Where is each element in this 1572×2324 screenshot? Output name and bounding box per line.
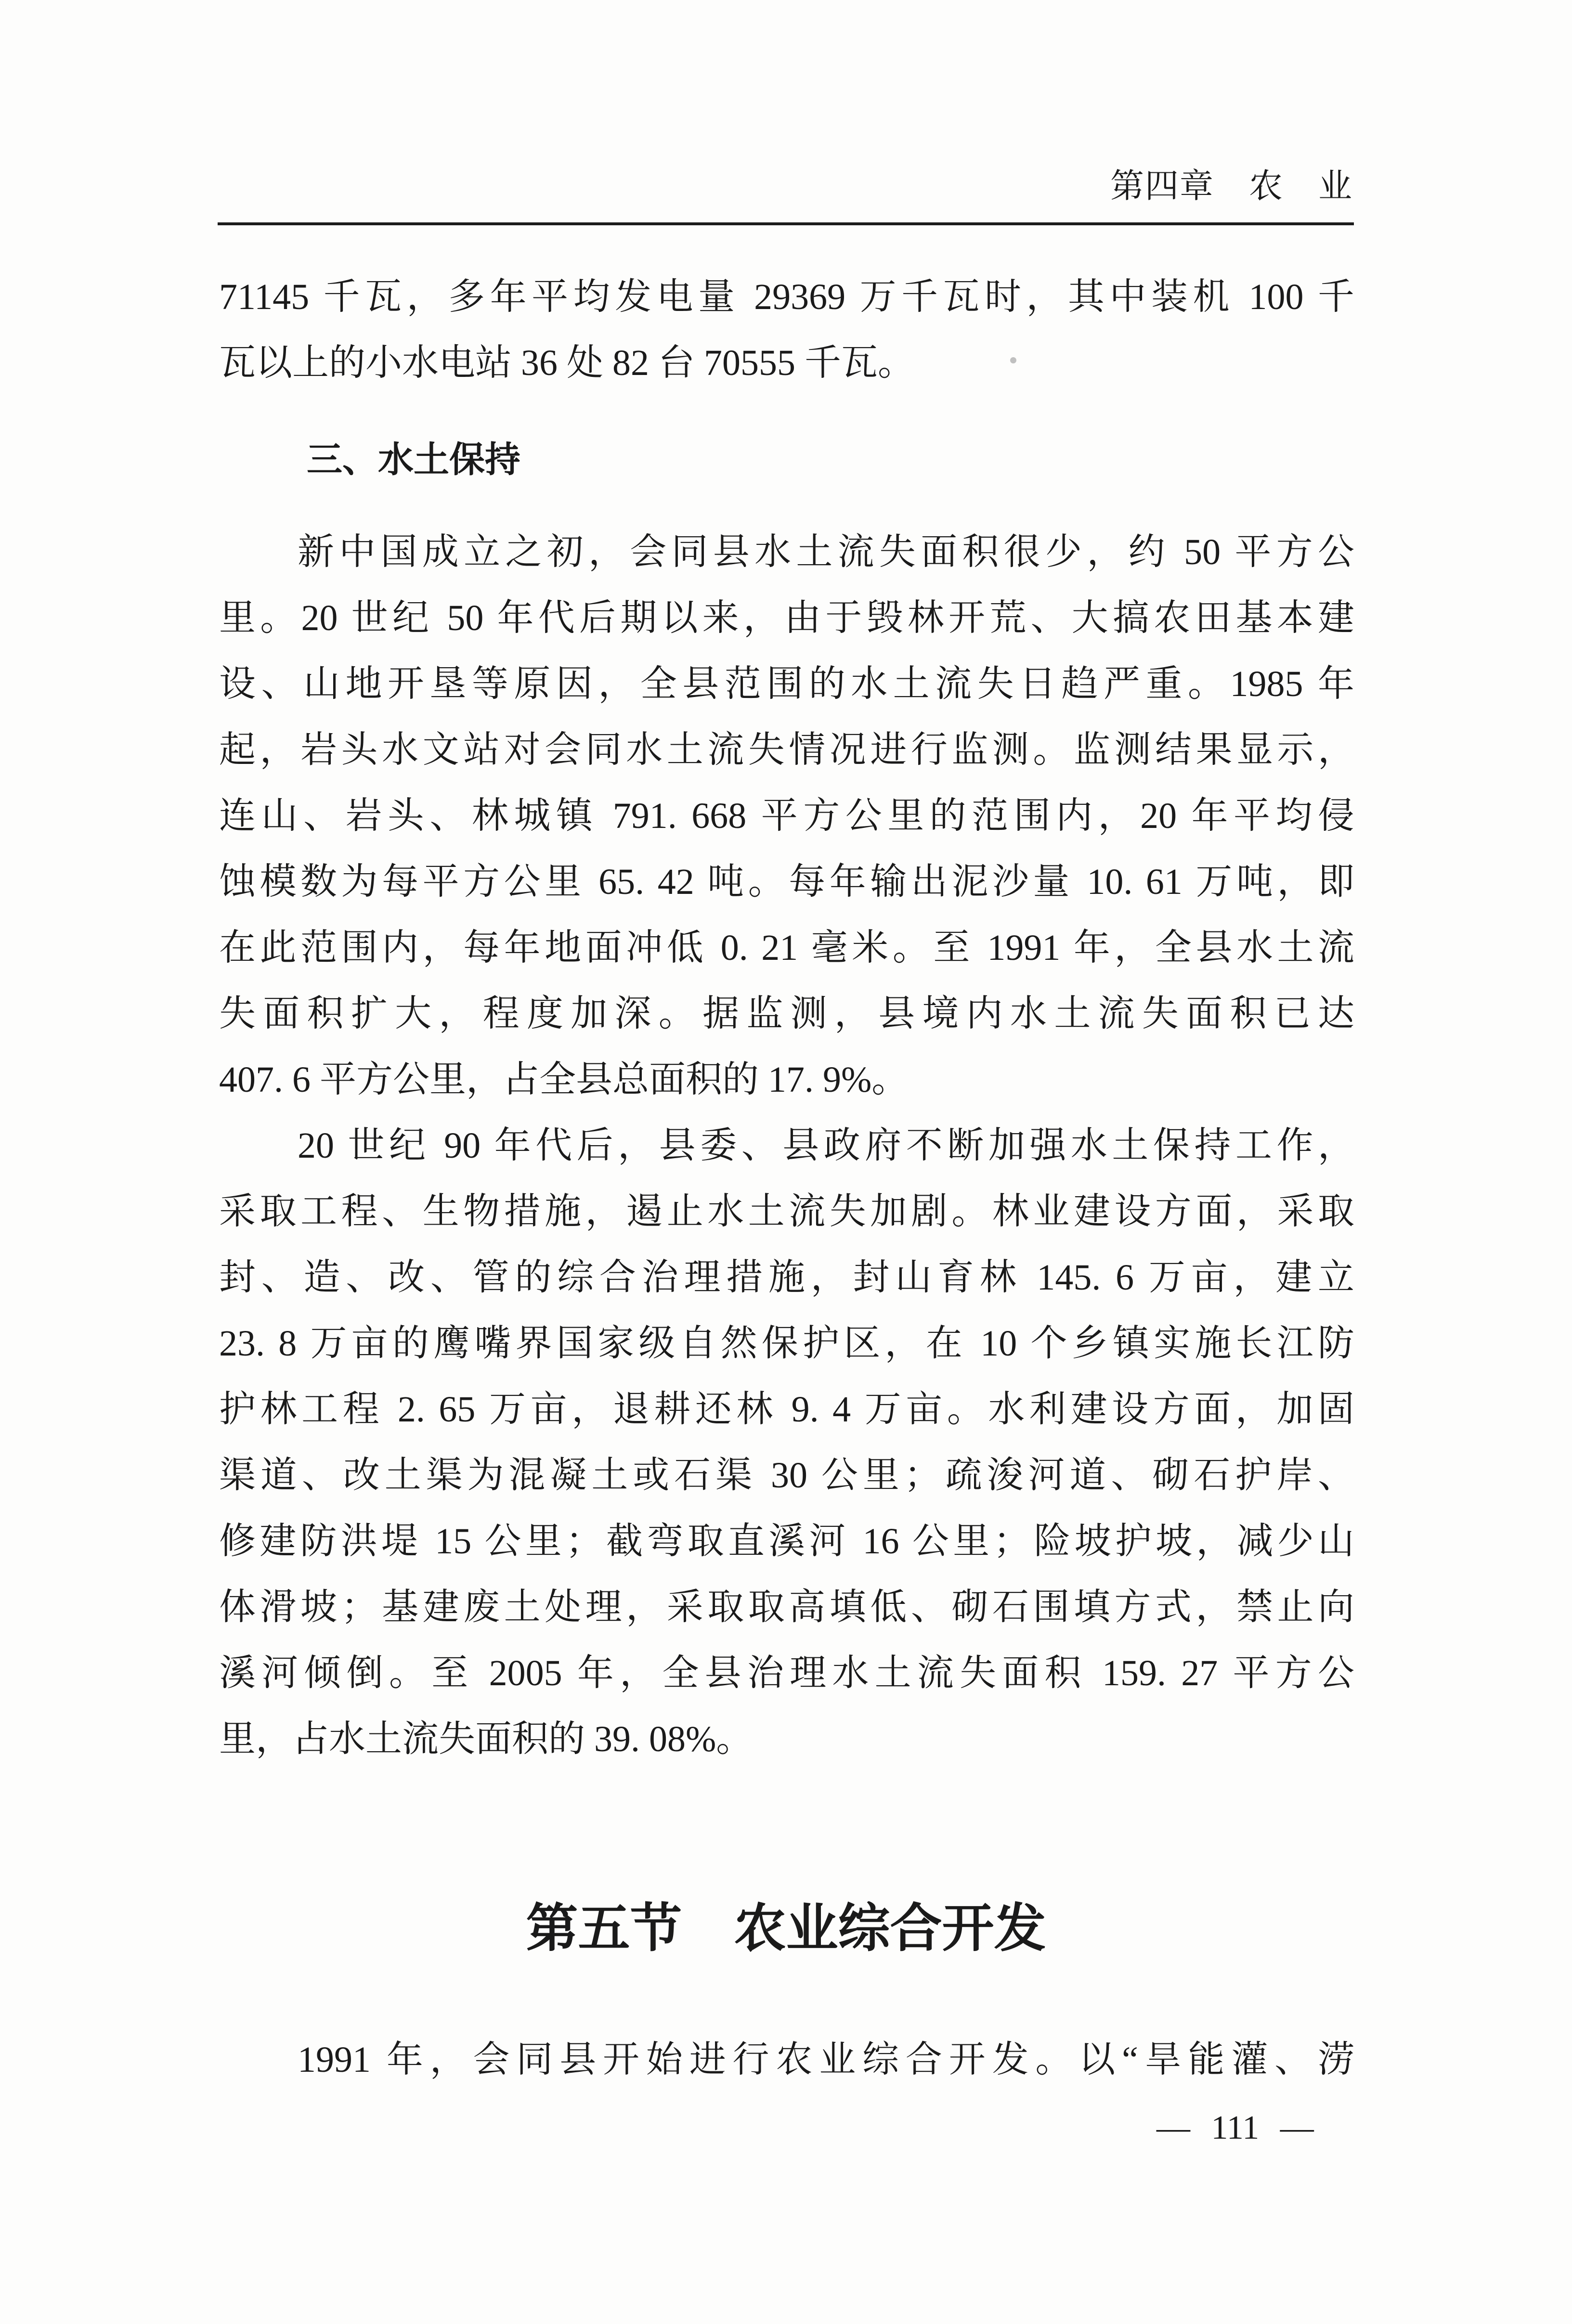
text-line: 封、造、改、管的综合治理措施，封山育林 145. 6 万亩，建立 <box>219 1257 1354 1298</box>
text-line: 20 世纪 90 年代后，县委、县政府不断加强水土保持工作， <box>298 1125 1354 1166</box>
text-line: 护林工程 2. 65 万亩，退耕还林 9. 4 万亩。水利建设方面，加固 <box>219 1389 1354 1430</box>
text-line: 体滑坡；基建废土处理，采取取高填低、砌石围填方式，禁止向 <box>219 1587 1354 1627</box>
text-line: 修建防洪堤 15 公里；截弯取直溪河 16 公里；险坡护坡，减少山 <box>219 1521 1354 1562</box>
text-line: 连山、岩头、林城镇 791. 668 平方公里的范围内，20 年平均侵 <box>219 796 1354 836</box>
text-line: 瓦以上的小水电站 36 处 82 台 70555 千瓦。 <box>219 343 914 383</box>
text-line: 溪河倾倒。至 2005 年，全县治理水土流失面积 159. 27 平方公 <box>219 1653 1354 1693</box>
section-heading-soil-conservation: 三、水土保持 <box>307 439 520 479</box>
text-line: 蚀模数为每平方公里 65. 42 吨。每年输出泥沙量 10. 61 万吨，即 <box>219 862 1354 902</box>
text-line: 里，占水土流失面积的 39. 08%。 <box>219 1719 753 1759</box>
paragraph-soil-erosion-history <box>219 519 1354 1113</box>
text-line: 在此范围内，每年地面冲低 0. 21 毫米。至 1991 年，全县水土流 <box>219 928 1354 968</box>
text-line: 里。20 世纪 50 年代后期以来，由于毁林开荒、大搞农田基本建 <box>219 598 1354 638</box>
header-rule <box>218 222 1354 225</box>
paragraph-agricultural-development-intro <box>219 2027 1354 2093</box>
text-line: 1991 年，会同县开始进行农业综合开发。以“旱能灌、涝 <box>298 2040 1354 2080</box>
page-number: — 111 — <box>1156 2109 1314 2146</box>
section-title-agricultural-development: 第五节 农业综合开发 <box>526 1899 1046 1957</box>
text-line: 起，岩头水文站对会同水土流失情况进行监测。监测结果显示， <box>219 730 1354 770</box>
text-line: 71145 千瓦，多年平均发电量 29369 万千瓦时，其中装机 100 千 <box>219 277 1354 317</box>
text-line: 23. 8 万亩的鹰嘴界国家级自然保护区，在 10 个乡镇实施长江防 <box>219 1323 1354 1364</box>
text-line: 渠道、改土渠为混凝土或石渠 30 公里；疏浚河道、砌石护岸、 <box>219 1455 1354 1496</box>
text-line: 设、山地开垦等原因，全县范围的水土流失日趋严重。1985 年 <box>219 664 1354 704</box>
paragraph-hydropower <box>219 264 1354 396</box>
text-line: 失面积扩大，程度加深。据监测，县境内水土流失面积已达 <box>219 994 1354 1034</box>
text-line: 407. 6 平方公里，占全县总面积的 17. 9%。 <box>219 1059 909 1100</box>
text-line: 新中国成立之初，会同县水土流失面积很少，约 50 平方公 <box>298 532 1354 572</box>
text-line: 采取工程、生物措施，遏止水土流失加剧。林业建设方面，采取 <box>219 1191 1354 1232</box>
paragraph-soil-conservation-measures <box>219 1113 1354 1772</box>
scan-speck <box>1010 357 1016 363</box>
chapter-running-header: 第四章 农 业 <box>1110 168 1353 205</box>
